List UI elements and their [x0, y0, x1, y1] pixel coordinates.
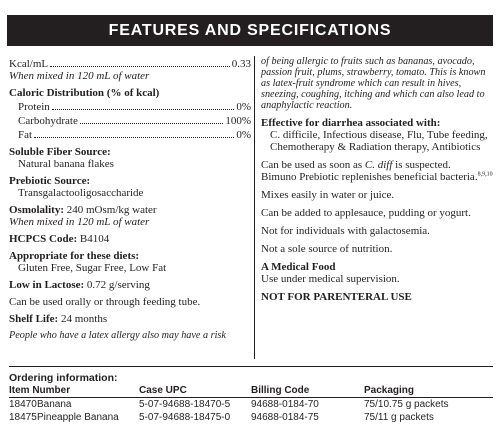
lactose-line [9, 279, 251, 291]
item-cell [9, 398, 139, 412]
effective-body: C. difficile, Infectious disease, Flu, Tube feeding, Chemotherapy & Radiation therapy, Antibiotics [270, 129, 488, 153]
usage-text: Can be used orally or through feeding tube. [9, 296, 201, 308]
fiber-heading: Soluble Fiber Source: [9, 146, 111, 158]
caloric-heading: Caloric Distribution (% of kcal) [9, 87, 160, 99]
hcpcs-line [9, 233, 251, 245]
dot-leader [52, 99, 235, 110]
cdiff-prefix: Can be used as soon as [261, 159, 365, 171]
diets-heading: Appropriate for these diets: [9, 250, 140, 262]
banner-title: FEATURES AND SPECIFICATIONS [108, 22, 392, 39]
fiber-value: Natural banana flakes [18, 158, 114, 170]
column-divider [254, 56, 255, 359]
item-name: Pineapple Banana [37, 412, 119, 423]
kcal-value: 0.33 [231, 58, 251, 70]
not-sole-text: Not a sole source of nutrition. [261, 243, 393, 255]
cdiff-line [261, 159, 493, 171]
kcal-row [9, 56, 251, 70]
medical-food-body: Use under medical supervision. [261, 273, 400, 285]
dot-leader [80, 113, 223, 124]
galactosemia-text: Not for individuals with galactosemia. [261, 225, 430, 237]
allergy-note: of being allergic to fruits such as bananas, avocado, passion fruit, plums, strawberry, tomato. This is known as latex-fruit syndrome which can result in hives, sneezing, coughing, itching and which can also lead to anaphylactic reaction. [261, 56, 486, 111]
bimuno-text: Bimuno Prebiotic replenishes beneficial bacteria. [261, 171, 478, 183]
cdiff-italic: C. diff [364, 159, 393, 171]
diets-value: Gluten Free, Sugar Free, Low Fat [18, 262, 167, 274]
features-banner [7, 15, 493, 46]
ordering-title: Ordering information: [9, 372, 118, 384]
right-column [261, 56, 493, 303]
billing-cell: 94688-0184-70 [251, 399, 319, 410]
effective-heading: Effective for diarrhea associated with: [261, 117, 441, 129]
cdiff-suffix: is suspected. [392, 159, 451, 171]
item-number: 18470 [9, 399, 37, 410]
kcal-note: When mixed in 120 mL of water [9, 70, 150, 82]
shelf-value: 24 months [60, 313, 108, 325]
caloric-value: 100% [225, 115, 251, 127]
header-item-number: Item Number [9, 384, 139, 398]
prebiotic-heading: Prebiotic Source: [9, 175, 91, 187]
mixes-text: Mixes easily in water or juice. [261, 189, 395, 201]
osmolality-value: 240 mOsm/kg water [66, 204, 157, 216]
latex-note: People who have a latex allergy also may have a risk [9, 330, 226, 341]
hcpcs-heading: HCPCS Code: [9, 233, 78, 245]
caloric-row-carbohydrate [9, 113, 251, 127]
item-name: Banana [37, 399, 72, 410]
lactose-heading: Low in Lactose: [9, 279, 85, 291]
billing-cell: 94688-0184-75 [251, 412, 319, 423]
header-packaging: Packaging [364, 384, 493, 398]
upc-cell: 5-07-94688-18470-5 [139, 399, 231, 410]
osmolality-heading: Osmolality: [9, 204, 64, 216]
parenteral-warning: NOT FOR PARENTERAL USE [261, 291, 412, 303]
table-row [9, 398, 493, 412]
header-case-upc: Case UPC [139, 384, 251, 398]
caloric-row-fat [9, 127, 251, 141]
lactose-value: 0.72 g/serving [86, 279, 150, 291]
hcpcs-value: B4104 [79, 233, 110, 245]
kcal-label: Kcal/mL [9, 58, 49, 70]
caloric-value: 0% [236, 129, 251, 141]
medical-food-heading: A Medical Food [261, 261, 336, 273]
osmolality-note: When mixed in 120 mL of water [9, 216, 150, 228]
dot-leader [34, 127, 234, 138]
header-billing-code: Billing Code [251, 384, 364, 398]
applesauce-text: Can be added to applesauce, pudding or yogurt. [261, 207, 471, 219]
packaging-cell: 75/10.75 g packets [364, 399, 449, 410]
bimuno-refs: 8,9,10 [477, 171, 493, 178]
prebiotic-value: Transgalactooligosaccharide [18, 187, 144, 199]
caloric-label: Fat [18, 129, 33, 141]
bimuno-line [261, 171, 493, 183]
caloric-row-protein [9, 99, 251, 113]
upc-cell: 5-07-94688-18475-0 [139, 412, 231, 423]
item-cell [9, 411, 139, 424]
shelf-line [9, 313, 251, 325]
table-header-row [9, 384, 493, 398]
item-number: 18475 [9, 412, 37, 423]
ordering-table [9, 384, 493, 424]
caloric-label: Protein [18, 101, 50, 113]
shelf-heading: Shelf Life: [9, 313, 59, 325]
caloric-label: Carbohydrate [18, 115, 78, 127]
dot-leader [50, 56, 230, 67]
osmolality-line [9, 204, 251, 216]
table-row [9, 411, 493, 424]
left-column [9, 56, 251, 341]
caloric-value: 0% [236, 101, 251, 113]
ordering-section [9, 366, 493, 424]
packaging-cell: 75/11 g packets [364, 412, 434, 423]
